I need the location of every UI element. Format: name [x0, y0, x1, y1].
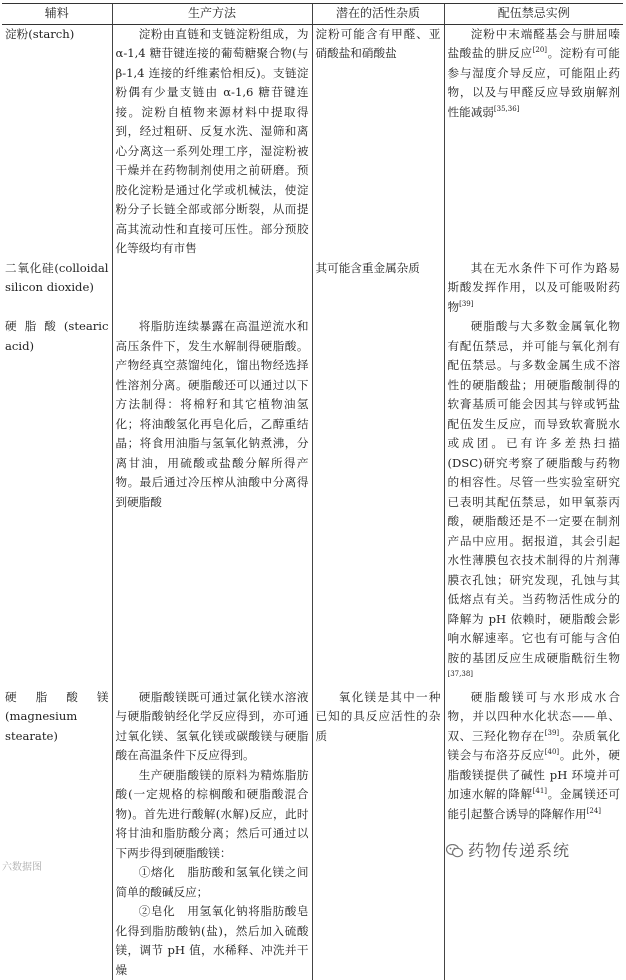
example-text: 淀粉中末端醛基会与肼屈嗪盐酸盐的肼反应 [448, 27, 621, 61]
watermark-text: 药物传递系统 [468, 841, 570, 860]
method-paragraph: 硬脂酸镁既可通过氯化镁水溶液与硬脂酸钠经化学反应得到，亦可通过氧化镁、氢氧化镁或碳酸镁与硬脂酸在高温条件下反应得到。 [116, 688, 309, 766]
example-cell [444, 24, 623, 259]
example-cell [444, 688, 623, 980]
wechat-icon [446, 844, 463, 858]
example-text: 。金属镁还可能引起螯合诱导的降解作用 [448, 787, 620, 821]
header-method: 生产方法 [112, 4, 312, 25]
header-example: 配伍禁忌实例 [444, 4, 623, 25]
example-text: 。杂质氧化镁会与布洛芬反应 [448, 729, 620, 763]
example-text: 。淀粉有可能参与湿度介导反应，可能阻止药物，以及与甲醛反应导致崩解剂性能减弱 [448, 46, 621, 119]
excipient-cell: 淀粉(starch) [2, 24, 112, 259]
watermark-left: 六数据图 [2, 858, 42, 873]
impurity-cell: 其可能含重金属杂质 [312, 259, 444, 318]
method-cell: 将脂肪连续暴露在高温逆流水和高压条件下，发生水解制得硬脂酸。产物经真空蒸馏纯化，馏出物经选择性溶剂分离。硬脂酸还可以通过以下方法制得：将棉籽和其它植物油氢化；将油酸氢化再皂化后，乙醇重结晶；将食用油脂与氢氧化钠煮沸，分离甘油，用硫酸或盐酸分解所得产物。最后通过冷压榨从油酸中分离得到硬脂酸 [112, 317, 312, 688]
impurity-cell: 淀粉可能含有甲醛、亚硝酸盐和硝酸盐 [312, 24, 444, 259]
excipient-cell: 硬脂酸(stearic acid) [2, 317, 112, 688]
example-text: 硬脂酸镁可与水形成水合物，并以四种水化状态——单、双、三羟化物存在 [448, 690, 621, 743]
method-step: ②皂化 用氢氧化钠将脂肪酸皂化得到脂肪酸钠(盐)，然后加入硫酸镁，调节 pH 值，水稀释、冲洗并干燥 [116, 902, 309, 980]
table-row-silica [2, 259, 623, 318]
example-text: 。此外，硬脂酸镁提供了碱性 pH 环境并可加速水解的降解 [448, 748, 621, 801]
example-text: 硬脂酸与大多数金属氧化物有配伍禁忌，并可能与氧化剂有配伍禁忌。与多数金属生成不溶性的硬脂酸盐；用硬脂酸制得的软膏基质可能会因其与锌或钙盐配伍发生反应，而导致软膏脱水或成团。已有许多差热扫描(DSC)研究考察了硬脂酸与药物的相容性。尽管一些实验室研究已表明其配伍禁忌，如甲氧萘丙酸，硬脂酸还是不一定要在制剂产品中应用。据报道，其会引起水性薄膜包衣技术制得的片剂薄膜衣孔蚀；研究发现，孔蚀与其低熔点有关。当药物活性成分的降解为 pH 依赖时，硬脂酸会影响水解速率。它也有可能与含伯胺的基团反应生成硬脂酰衍生物 [448, 319, 621, 665]
table-row-stearic-acid [2, 317, 623, 688]
citation: [20] [533, 46, 547, 54]
table-row-magnesium-stearate [2, 688, 623, 980]
header-excipient: 辅料 [2, 4, 112, 25]
example-cell [444, 259, 623, 318]
impurity-cell: 氧化镁是其中一种已知的具反应活性的杂质 [312, 688, 444, 980]
excipient-table [2, 3, 623, 980]
method-cell [112, 259, 312, 318]
excipient-cell: 硬脂酸镁(magnesium stearate) [2, 688, 112, 980]
citation: [24] [587, 807, 601, 815]
citation: [39] [545, 729, 559, 737]
method-step: ①熔化 脂肪酸和氢氧化镁之间简单的酸碱反应； [116, 863, 309, 902]
citation: [35,36] [494, 105, 520, 113]
citation: [40] [545, 748, 559, 756]
method-cell: 淀粉由直链和支链淀粉组成，为 α-1,4 糖苷键连接的葡萄糖聚合物(与 β-1,4 连接的纤维素恰相反)。支链淀粉偶有少量支链由 α-1,6 糖苷键连接。淀粉自植物来源材料中提取得到，经过粗研、反复水洗、湿筛和离心分离这一系列处理工序，湿淀粉被干燥并在药物制剂使用之前研磨。预胶化淀粉是通过化学或机械法，使淀粉分子长链全部或部分断裂，从而提高其流动性和直接可压性。部分预胶化等级均有市售 [112, 24, 312, 259]
citation: [37,38] [448, 670, 474, 678]
example-text: 其在无水条件下可作为路易斯酸发挥作用，以及可能吸附药物 [448, 261, 621, 314]
impurity-cell [312, 317, 444, 688]
table-row-starch [2, 24, 623, 259]
watermark [446, 838, 570, 861]
citation: [41] [533, 787, 547, 795]
method-cell [112, 688, 312, 980]
example-cell [444, 317, 623, 688]
header-impurity: 潜在的活性杂质 [312, 4, 444, 25]
excipient-cell: 二氧化硅(colloidal silicon dioxide) [2, 259, 112, 318]
table-header-row [2, 4, 623, 25]
citation: [39] [459, 300, 473, 308]
method-paragraph: 生产硬脂酸镁的原料为精炼脂肪酸(一定规格的棕榈酸和硬脂酸混合物)。首先进行酸解(水解)反应，此时将甘油和脂肪酸分离；然后可通过以下两步得到硬脂酸镁： [116, 766, 309, 864]
